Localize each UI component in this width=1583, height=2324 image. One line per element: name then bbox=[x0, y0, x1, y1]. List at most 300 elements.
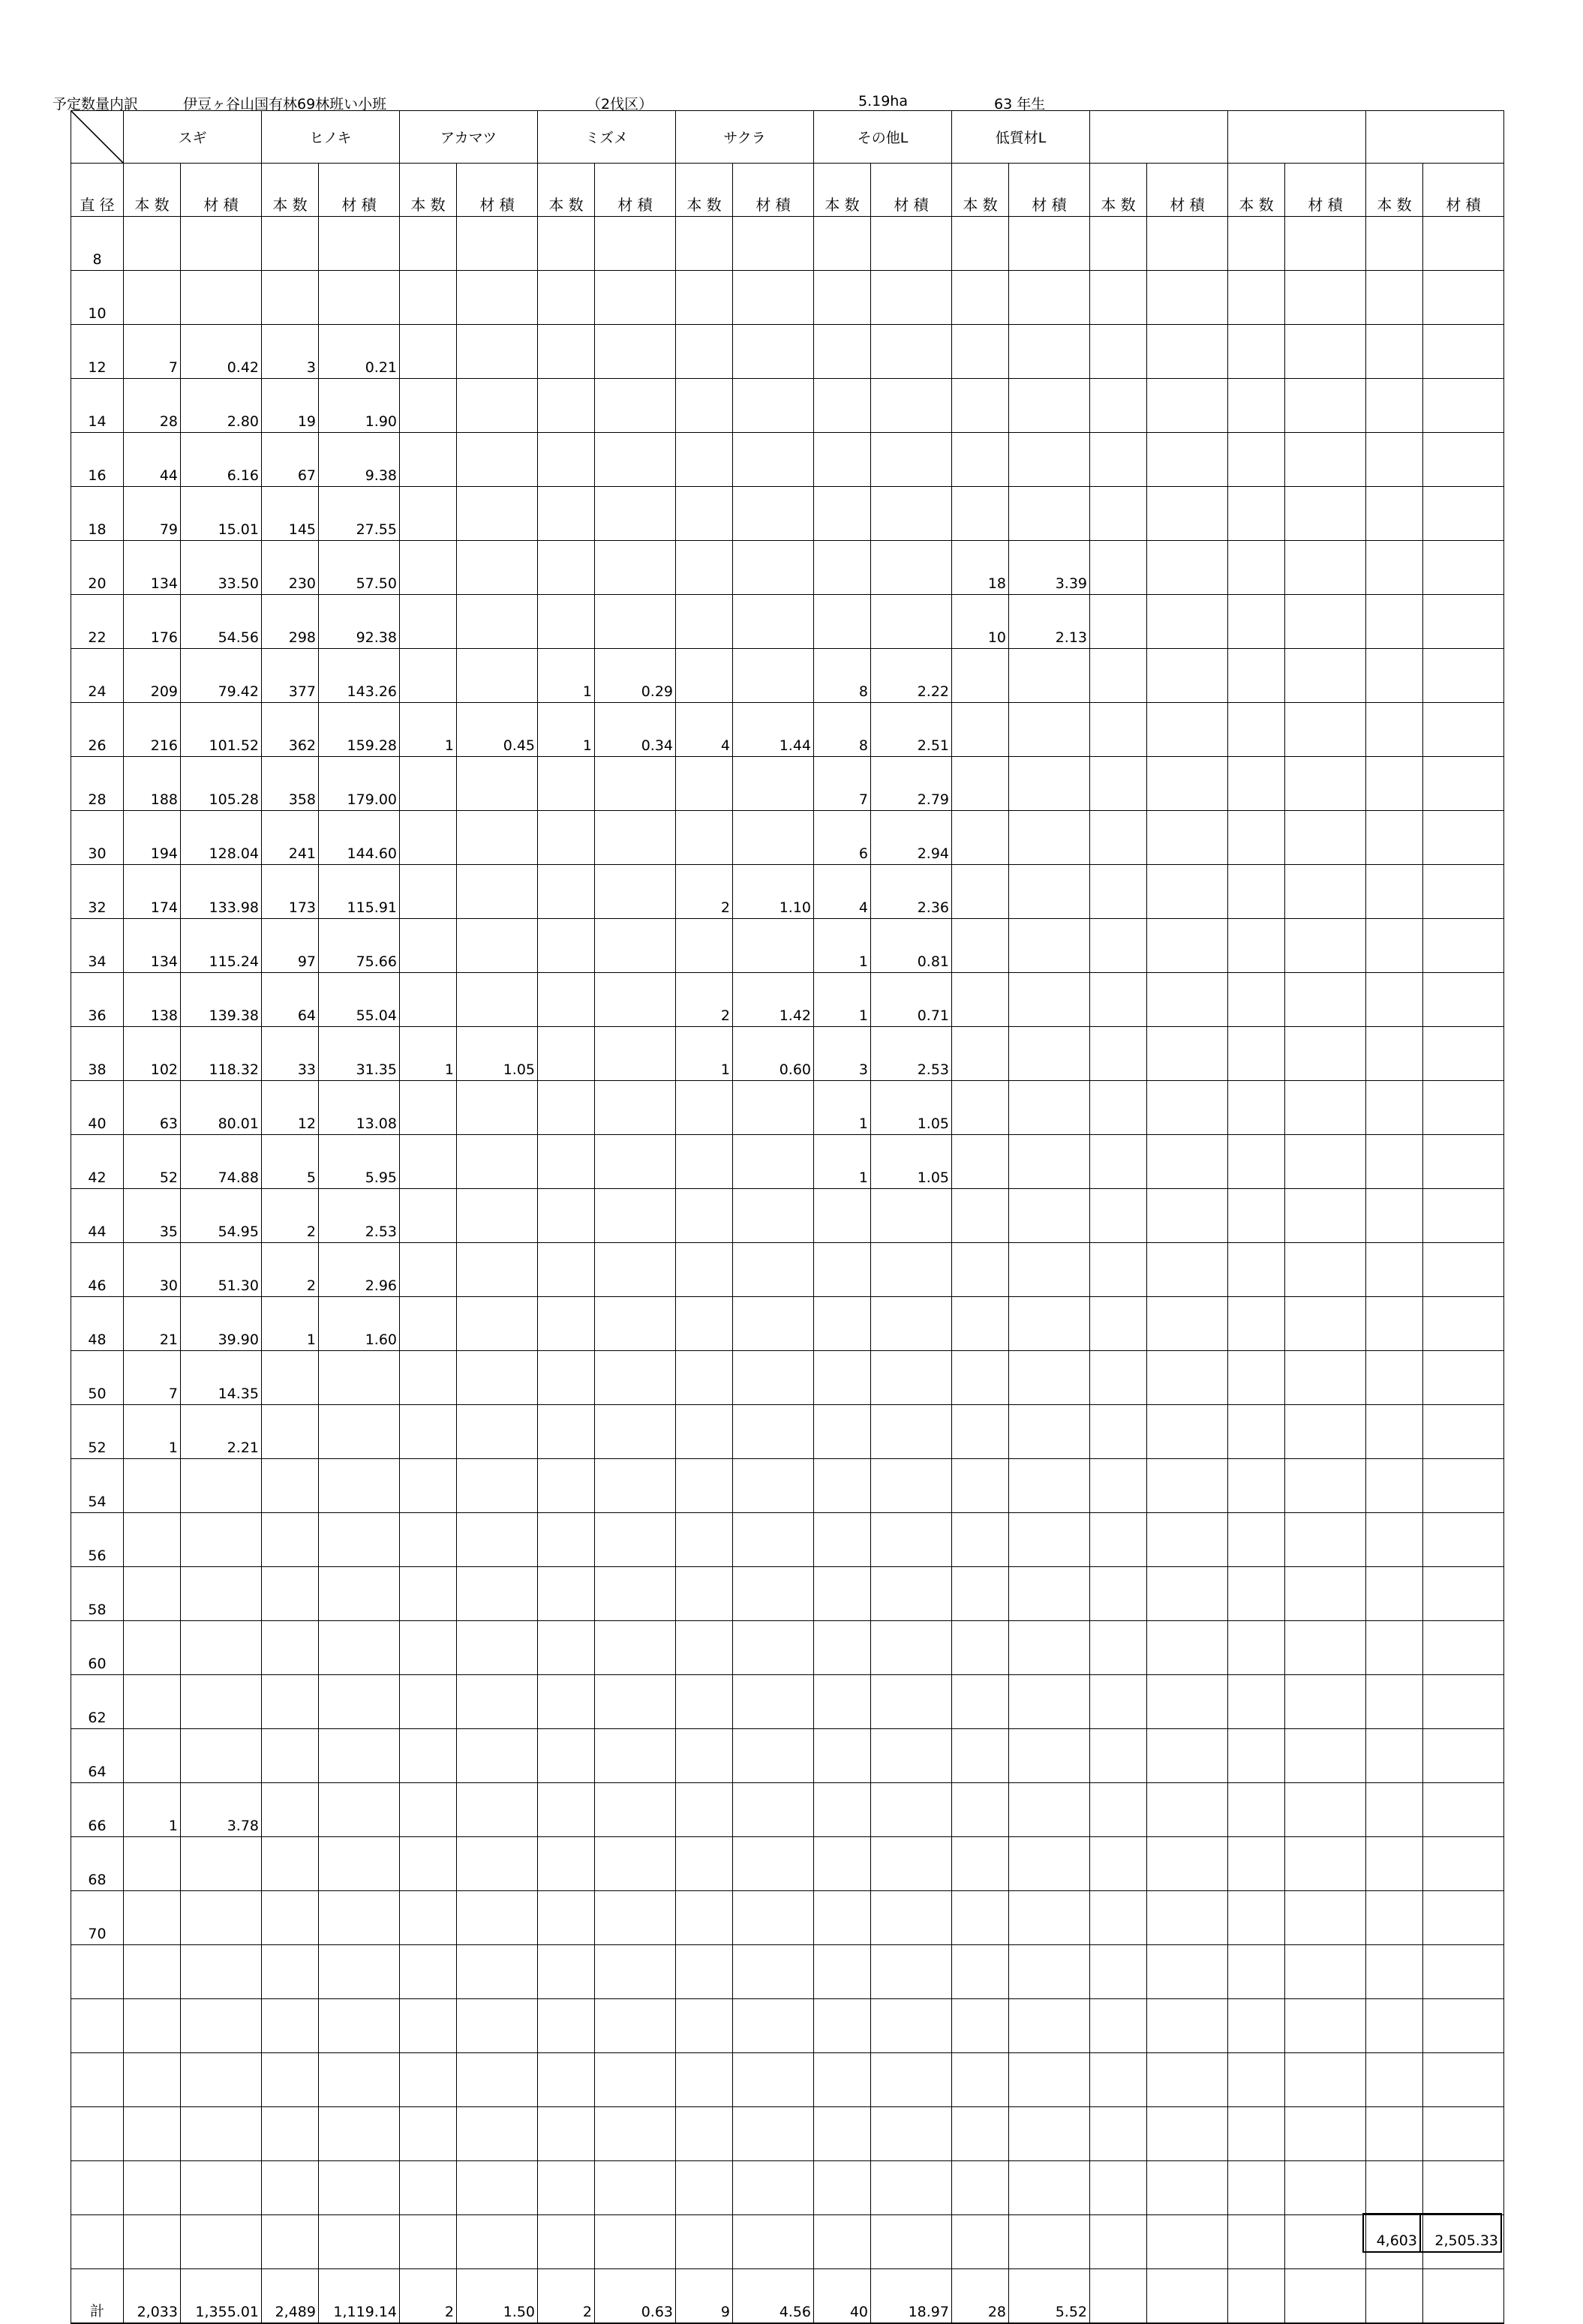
volume-cell bbox=[457, 1513, 538, 1567]
volume-cell bbox=[1009, 1891, 1090, 1945]
volume-cell bbox=[733, 217, 814, 271]
table-row bbox=[71, 1945, 1504, 1999]
volume-cell: 31.35 bbox=[319, 1027, 400, 1081]
volume-cell bbox=[1423, 1567, 1504, 1621]
volume-cell bbox=[733, 1135, 814, 1189]
diagonal-line bbox=[71, 111, 123, 163]
volume-cell bbox=[733, 1243, 814, 1297]
volume-cell bbox=[1147, 1243, 1228, 1297]
count-header: 本 数 bbox=[1090, 164, 1147, 217]
volume-cell bbox=[733, 1567, 814, 1621]
count-cell bbox=[1228, 2269, 1285, 2324]
diameter-cell: 32 bbox=[71, 865, 124, 919]
volume-cell bbox=[1009, 1189, 1090, 1243]
count-cell bbox=[1090, 1999, 1147, 2053]
species-header: スギ bbox=[124, 111, 262, 164]
count-cell bbox=[1228, 1135, 1285, 1189]
count-cell bbox=[400, 1837, 457, 1891]
count-cell bbox=[1366, 757, 1423, 811]
count-cell bbox=[1228, 1513, 1285, 1567]
count-cell: 4 bbox=[676, 703, 733, 757]
volume-cell bbox=[1285, 1135, 1366, 1189]
count-cell bbox=[1366, 1513, 1423, 1567]
count-cell: 1 bbox=[814, 1081, 871, 1135]
count-cell bbox=[1090, 1621, 1147, 1675]
count-cell: 2 bbox=[676, 973, 733, 1027]
volume-cell bbox=[1009, 1459, 1090, 1513]
diameter-cell: 38 bbox=[71, 1027, 124, 1081]
volume-cell bbox=[457, 433, 538, 487]
volume-cell bbox=[457, 1243, 538, 1297]
count-cell bbox=[124, 1675, 181, 1729]
volume-cell: 0.29 bbox=[595, 649, 676, 703]
volume-cell bbox=[1147, 1567, 1228, 1621]
volume-header: 材 積 bbox=[1009, 164, 1090, 217]
volume-cell bbox=[1147, 1405, 1228, 1459]
volume-cell bbox=[181, 1513, 262, 1567]
volume-cell bbox=[871, 2215, 952, 2269]
volume-cell bbox=[1285, 2269, 1366, 2324]
volume-cell: 0.81 bbox=[871, 919, 952, 973]
count-cell bbox=[1090, 325, 1147, 379]
diameter-cell: 52 bbox=[71, 1405, 124, 1459]
volume-cell: 128.04 bbox=[181, 811, 262, 865]
count-cell bbox=[952, 2161, 1009, 2215]
volume-cell bbox=[457, 2107, 538, 2161]
count-cell bbox=[538, 2161, 595, 2215]
diameter-cell: 64 bbox=[71, 1729, 124, 1783]
volume-cell bbox=[1009, 973, 1090, 1027]
count-cell bbox=[814, 1945, 871, 1999]
volume-cell bbox=[595, 379, 676, 433]
count-cell bbox=[538, 433, 595, 487]
column-header-row bbox=[71, 164, 1504, 217]
count-cell: 1 bbox=[124, 1783, 181, 1837]
count-cell bbox=[676, 541, 733, 595]
volume-cell bbox=[457, 2161, 538, 2215]
count-cell: 8 bbox=[814, 703, 871, 757]
count-cell bbox=[952, 1351, 1009, 1405]
volume-cell bbox=[1423, 1891, 1504, 1945]
volume-cell bbox=[1009, 1351, 1090, 1405]
count-cell bbox=[676, 919, 733, 973]
count-cell: 216 bbox=[124, 703, 181, 757]
count-cell bbox=[1090, 1027, 1147, 1081]
volume-cell bbox=[1423, 1081, 1504, 1135]
volume-cell bbox=[1147, 487, 1228, 541]
count-cell bbox=[400, 811, 457, 865]
volume-cell: 15.01 bbox=[181, 487, 262, 541]
volume-cell bbox=[1285, 865, 1366, 919]
count-cell bbox=[814, 1297, 871, 1351]
count-cell bbox=[814, 433, 871, 487]
volume-cell bbox=[457, 217, 538, 271]
volume-cell bbox=[457, 595, 538, 649]
volume-cell bbox=[595, 1945, 676, 1999]
count-cell bbox=[676, 1513, 733, 1567]
count-cell bbox=[952, 1945, 1009, 1999]
count-cell bbox=[538, 271, 595, 325]
table-row bbox=[71, 1297, 1504, 1351]
volume-cell bbox=[1423, 1999, 1504, 2053]
volume-cell bbox=[871, 487, 952, 541]
volume-header: 材 積 bbox=[733, 164, 814, 217]
count-cell bbox=[400, 487, 457, 541]
species-header: ミズメ bbox=[538, 111, 676, 164]
volume-cell bbox=[1423, 325, 1504, 379]
count-cell bbox=[538, 1243, 595, 1297]
volume-cell bbox=[1423, 2107, 1504, 2161]
volume-cell bbox=[871, 1459, 952, 1513]
count-cell bbox=[676, 595, 733, 649]
count-cell: 64 bbox=[262, 973, 319, 1027]
count-cell bbox=[952, 1567, 1009, 1621]
count-cell bbox=[814, 1189, 871, 1243]
table-row bbox=[71, 919, 1504, 973]
volume-cell bbox=[1423, 1837, 1504, 1891]
count-cell bbox=[1090, 703, 1147, 757]
diameter-cell: 16 bbox=[71, 433, 124, 487]
volume-cell bbox=[1423, 1135, 1504, 1189]
diameter-cell: 12 bbox=[71, 325, 124, 379]
count-cell: 4 bbox=[814, 865, 871, 919]
volume-cell bbox=[1147, 2269, 1228, 2324]
count-header: 本 数 bbox=[400, 164, 457, 217]
count-cell: 52 bbox=[124, 1135, 181, 1189]
volume-cell bbox=[871, 1675, 952, 1729]
volume-cell bbox=[1009, 1567, 1090, 1621]
count-cell bbox=[1090, 487, 1147, 541]
volume-cell bbox=[871, 541, 952, 595]
count-cell bbox=[1228, 271, 1285, 325]
volume-cell: 2.13 bbox=[1009, 595, 1090, 649]
count-cell: 145 bbox=[262, 487, 319, 541]
volume-cell: 115.24 bbox=[181, 919, 262, 973]
count-cell bbox=[538, 811, 595, 865]
volume-cell bbox=[733, 1945, 814, 1999]
volume-cell bbox=[733, 1513, 814, 1567]
volume-cell bbox=[595, 217, 676, 271]
table-row bbox=[71, 1729, 1504, 1783]
diameter-cell: 22 bbox=[71, 595, 124, 649]
volume-cell bbox=[595, 1513, 676, 1567]
volume-cell bbox=[1147, 703, 1228, 757]
volume-cell bbox=[871, 1945, 952, 1999]
count-cell bbox=[952, 865, 1009, 919]
count-cell bbox=[538, 1837, 595, 1891]
grand-total-row bbox=[1363, 2214, 1501, 2252]
count-cell: 358 bbox=[262, 757, 319, 811]
volume-cell bbox=[1285, 1891, 1366, 1945]
count-cell bbox=[1228, 487, 1285, 541]
count-cell: 134 bbox=[124, 541, 181, 595]
volume-cell bbox=[595, 1081, 676, 1135]
count-cell: 19 bbox=[262, 379, 319, 433]
table-row bbox=[71, 271, 1504, 325]
species-header: その他L bbox=[814, 111, 952, 164]
count-cell bbox=[400, 541, 457, 595]
volume-cell bbox=[319, 1891, 400, 1945]
volume-cell: 33.50 bbox=[181, 541, 262, 595]
count-cell: 1 bbox=[400, 703, 457, 757]
count-cell: 298 bbox=[262, 595, 319, 649]
count-cell bbox=[1366, 1081, 1423, 1135]
volume-cell bbox=[1285, 1243, 1366, 1297]
volume-cell bbox=[871, 1567, 952, 1621]
volume-cell: 2.80 bbox=[181, 379, 262, 433]
species-header bbox=[1366, 111, 1504, 164]
volume-cell bbox=[1147, 379, 1228, 433]
volume-cell bbox=[871, 379, 952, 433]
volume-cell bbox=[457, 487, 538, 541]
count-cell bbox=[1366, 1837, 1423, 1891]
volume-cell bbox=[1285, 1999, 1366, 2053]
volume-cell bbox=[1009, 325, 1090, 379]
count-cell bbox=[676, 1729, 733, 1783]
volume-cell bbox=[595, 865, 676, 919]
volume-cell bbox=[1285, 1405, 1366, 1459]
volume-cell bbox=[1009, 487, 1090, 541]
volume-cell bbox=[595, 1135, 676, 1189]
volume-header: 材 積 bbox=[181, 164, 262, 217]
volume-cell: 5.95 bbox=[319, 1135, 400, 1189]
volume-cell bbox=[1423, 217, 1504, 271]
volume-cell bbox=[871, 1891, 952, 1945]
count-cell bbox=[1366, 487, 1423, 541]
count-cell bbox=[124, 217, 181, 271]
diameter-cell: 62 bbox=[71, 1675, 124, 1729]
count-cell bbox=[1366, 271, 1423, 325]
volume-cell bbox=[595, 595, 676, 649]
count-cell bbox=[952, 2053, 1009, 2107]
volume-cell bbox=[595, 1189, 676, 1243]
volume-cell bbox=[595, 1459, 676, 1513]
count-cell bbox=[814, 2215, 871, 2269]
volume-cell bbox=[595, 1729, 676, 1783]
volume-cell: 0.63 bbox=[595, 2269, 676, 2324]
volume-cell bbox=[181, 1675, 262, 1729]
volume-cell: 143.26 bbox=[319, 649, 400, 703]
diameter-cell: 30 bbox=[71, 811, 124, 865]
volume-cell bbox=[595, 1027, 676, 1081]
volume-cell bbox=[1009, 2215, 1090, 2269]
volume-cell: 0.42 bbox=[181, 325, 262, 379]
volume-breakdown-table bbox=[71, 110, 1504, 2324]
volume-cell bbox=[457, 1729, 538, 1783]
volume-cell bbox=[733, 1405, 814, 1459]
volume-cell bbox=[1423, 1351, 1504, 1405]
volume-cell bbox=[595, 919, 676, 973]
table-row bbox=[71, 2215, 1504, 2269]
count-cell bbox=[1228, 1891, 1285, 1945]
count-cell bbox=[262, 271, 319, 325]
volume-cell bbox=[181, 1945, 262, 1999]
volume-cell bbox=[1285, 1945, 1366, 1999]
volume-cell: 92.38 bbox=[319, 595, 400, 649]
volume-cell bbox=[1147, 1621, 1228, 1675]
count-cell bbox=[400, 1999, 457, 2053]
table-row bbox=[71, 865, 1504, 919]
volume-cell bbox=[1147, 1783, 1228, 1837]
table-row bbox=[71, 325, 1504, 379]
count-cell bbox=[1366, 1783, 1423, 1837]
volume-cell bbox=[1147, 1297, 1228, 1351]
count-cell: 1 bbox=[400, 1027, 457, 1081]
volume-header: 材 積 bbox=[595, 164, 676, 217]
diameter-cell bbox=[71, 2053, 124, 2107]
volume-cell bbox=[1009, 1675, 1090, 1729]
volume-cell bbox=[1147, 1189, 1228, 1243]
count-cell bbox=[538, 1675, 595, 1729]
count-cell bbox=[1366, 919, 1423, 973]
count-cell bbox=[1090, 217, 1147, 271]
count-cell: 1 bbox=[538, 703, 595, 757]
volume-cell bbox=[871, 271, 952, 325]
volume-cell bbox=[457, 1837, 538, 1891]
count-cell: 138 bbox=[124, 973, 181, 1027]
count-cell bbox=[1090, 757, 1147, 811]
volume-cell bbox=[1423, 2161, 1504, 2215]
count-cell bbox=[124, 2161, 181, 2215]
count-cell bbox=[814, 379, 871, 433]
volume-cell bbox=[595, 487, 676, 541]
count-cell bbox=[814, 1405, 871, 1459]
count-cell: 28 bbox=[952, 2269, 1009, 2324]
volume-cell bbox=[1285, 757, 1366, 811]
diameter-cell bbox=[71, 2107, 124, 2161]
volume-cell: 144.60 bbox=[319, 811, 400, 865]
count-cell: 35 bbox=[124, 1189, 181, 1243]
species-header: 低質材L bbox=[952, 111, 1090, 164]
count-cell bbox=[124, 2215, 181, 2269]
volume-cell: 1,355.01 bbox=[181, 2269, 262, 2324]
count-header: 本 数 bbox=[1366, 164, 1423, 217]
count-cell: 44 bbox=[124, 433, 181, 487]
volume-cell bbox=[1009, 1621, 1090, 1675]
volume-cell bbox=[1009, 1945, 1090, 1999]
volume-cell bbox=[1423, 1459, 1504, 1513]
volume-cell bbox=[1147, 1513, 1228, 1567]
count-cell bbox=[1228, 2161, 1285, 2215]
count-cell bbox=[262, 1729, 319, 1783]
volume-cell: 51.30 bbox=[181, 1243, 262, 1297]
volume-cell bbox=[1147, 325, 1228, 379]
count-cell bbox=[676, 1945, 733, 1999]
volume-cell bbox=[1423, 919, 1504, 973]
count-cell bbox=[538, 1945, 595, 1999]
count-cell bbox=[1366, 595, 1423, 649]
count-cell bbox=[1228, 2107, 1285, 2161]
volume-cell bbox=[595, 1351, 676, 1405]
count-cell bbox=[400, 1459, 457, 1513]
volume-cell: 1.05 bbox=[457, 1027, 538, 1081]
volume-cell bbox=[1147, 865, 1228, 919]
count-cell: 2,489 bbox=[262, 2269, 319, 2324]
table-row bbox=[71, 1783, 1504, 1837]
count-cell: 134 bbox=[124, 919, 181, 973]
count-cell bbox=[1090, 1405, 1147, 1459]
count-cell bbox=[538, 865, 595, 919]
count-cell: 40 bbox=[814, 2269, 871, 2324]
count-cell bbox=[1228, 541, 1285, 595]
diameter-cell: 28 bbox=[71, 757, 124, 811]
volume-cell bbox=[319, 1621, 400, 1675]
count-cell bbox=[1228, 1621, 1285, 1675]
volume-cell: 14.35 bbox=[181, 1351, 262, 1405]
volume-cell bbox=[871, 1513, 952, 1567]
count-cell bbox=[814, 2053, 871, 2107]
count-cell bbox=[538, 2053, 595, 2107]
count-cell: 67 bbox=[262, 433, 319, 487]
volume-cell bbox=[871, 1837, 952, 1891]
cutting-area-label: （2伐区） bbox=[587, 96, 653, 113]
count-cell bbox=[400, 1783, 457, 1837]
volume-cell bbox=[457, 1891, 538, 1945]
volume-cell bbox=[319, 2215, 400, 2269]
table-row bbox=[71, 487, 1504, 541]
count-header: 本 数 bbox=[814, 164, 871, 217]
count-cell bbox=[952, 1189, 1009, 1243]
volume-cell bbox=[1009, 217, 1090, 271]
count-cell bbox=[676, 2107, 733, 2161]
volume-header: 材 積 bbox=[319, 164, 400, 217]
count-cell: 230 bbox=[262, 541, 319, 595]
count-cell bbox=[1228, 1351, 1285, 1405]
volume-cell: 39.90 bbox=[181, 1297, 262, 1351]
volume-cell bbox=[595, 1837, 676, 1891]
count-cell bbox=[538, 2107, 595, 2161]
table-row bbox=[71, 541, 1504, 595]
volume-cell bbox=[319, 1783, 400, 1837]
volume-cell bbox=[1285, 217, 1366, 271]
volume-cell bbox=[595, 1675, 676, 1729]
diameter-cell: 26 bbox=[71, 703, 124, 757]
count-header: 本 数 bbox=[676, 164, 733, 217]
count-cell bbox=[1090, 2161, 1147, 2215]
count-cell: 1 bbox=[262, 1297, 319, 1351]
count-cell bbox=[676, 2053, 733, 2107]
count-cell bbox=[814, 1891, 871, 1945]
volume-cell: 5.52 bbox=[1009, 2269, 1090, 2324]
volume-cell: 1.90 bbox=[319, 379, 400, 433]
diameter-cell: 44 bbox=[71, 1189, 124, 1243]
count-cell bbox=[1090, 1675, 1147, 1729]
count-cell bbox=[1366, 1297, 1423, 1351]
volume-cell bbox=[1147, 1675, 1228, 1729]
volume-cell: 18.97 bbox=[871, 2269, 952, 2324]
volume-cell bbox=[1147, 649, 1228, 703]
count-cell bbox=[814, 1567, 871, 1621]
volume-cell bbox=[319, 2161, 400, 2215]
volume-cell bbox=[1147, 1351, 1228, 1405]
count-cell bbox=[1090, 379, 1147, 433]
count-cell: 194 bbox=[124, 811, 181, 865]
volume-cell bbox=[1285, 811, 1366, 865]
count-cell bbox=[538, 1459, 595, 1513]
count-cell bbox=[814, 1351, 871, 1405]
count-cell bbox=[1228, 1189, 1285, 1243]
volume-cell bbox=[595, 1243, 676, 1297]
count-cell bbox=[1090, 2053, 1147, 2107]
count-cell bbox=[1228, 1729, 1285, 1783]
count-cell bbox=[1366, 1189, 1423, 1243]
table-row bbox=[71, 757, 1504, 811]
count-cell bbox=[400, 2053, 457, 2107]
count-cell bbox=[538, 1999, 595, 2053]
volume-cell: 1.60 bbox=[319, 1297, 400, 1351]
volume-cell bbox=[181, 1567, 262, 1621]
diameter-cell bbox=[71, 1999, 124, 2053]
